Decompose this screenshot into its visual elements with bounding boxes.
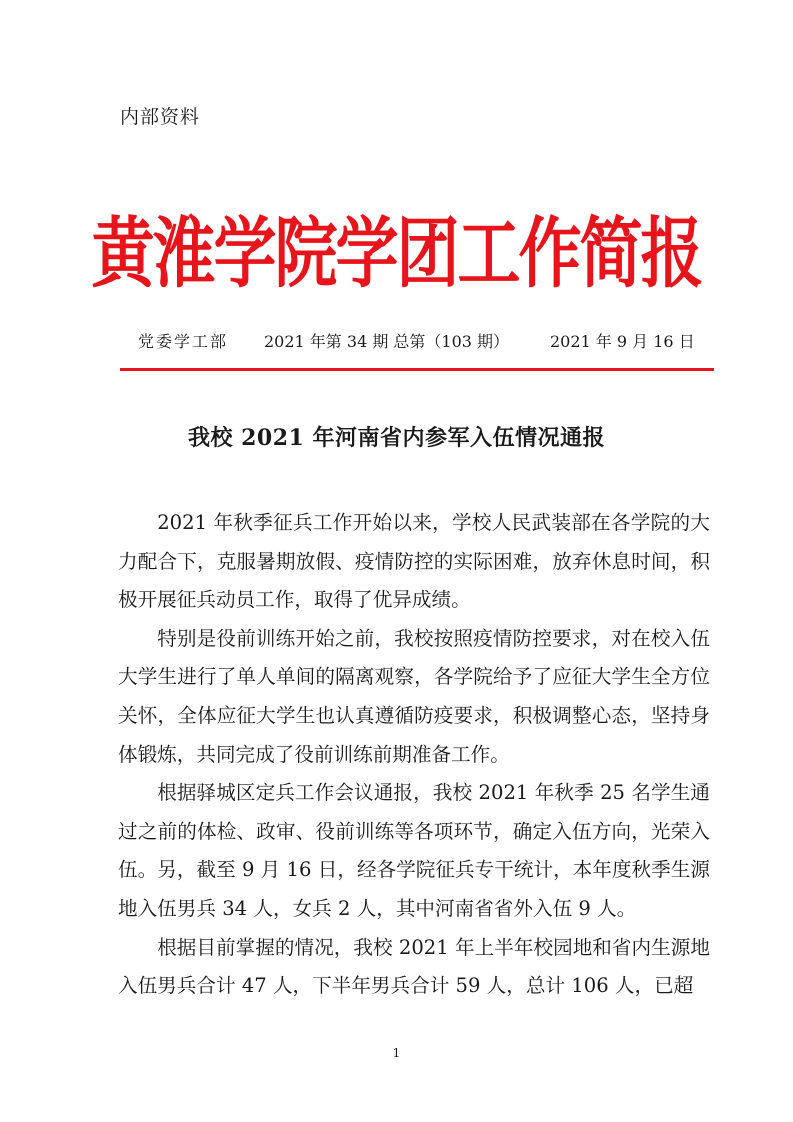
department-label: 党委学工部: [138, 332, 229, 351]
paragraph: 2021 年秋季征兵工作开始以来，学校人民武装部在各学院的大力配合下，克服暑期放假、疫情防控的实际困难，放弃休息时间，积极开展征兵动员工作，取得了优异成绩。: [118, 511, 710, 612]
article-title: 我校 2021 年河南省内参军入伍情况通报: [187, 425, 606, 451]
paragraph: 根据目前掌握的情况，我校 2021 年上半年校园地和省内生源地入伍男兵合计 47 人，下半年男兵合计 59 人，总计 106 人，已超: [118, 935, 710, 998]
header-divider: [120, 368, 714, 371]
paragraph: 根据驿城区定兵工作会议通报，我校 2021 年秋季 25 名学生通过之前的体检、政审、役前训练等各项环节，确定入伍方向，光荣入伍。另，截至 9 月 16 日，经各学院征兵专干统计，本年度秋季生源地入伍男兵 34 人，女兵 2 人，其中河南省省外入伍 9 人。: [118, 781, 710, 920]
issue-date: 2021 年 9 月 16 日: [550, 332, 695, 351]
masthead-title: 黄淮学院学团工作简报: [91, 209, 702, 299]
article-body: [118, 504, 710, 1006]
issue-number: 2021 年第 34 期 总第（103 期）: [264, 332, 510, 351]
paragraph: 特别是役前训练开始之前，我校按照疫情防控要求，对在校入伍大学生进行了单人单间的隔离观察，各学院给予了应征大学生全方位关怀，全体应征大学生也认真遵循防疫要求，积极调整心态，坚持身体锻炼，共同完成了役前训练前期准备工作。: [118, 626, 710, 766]
internal-label: 内部资料: [120, 106, 201, 128]
page-number: 1: [392, 1046, 401, 1060]
